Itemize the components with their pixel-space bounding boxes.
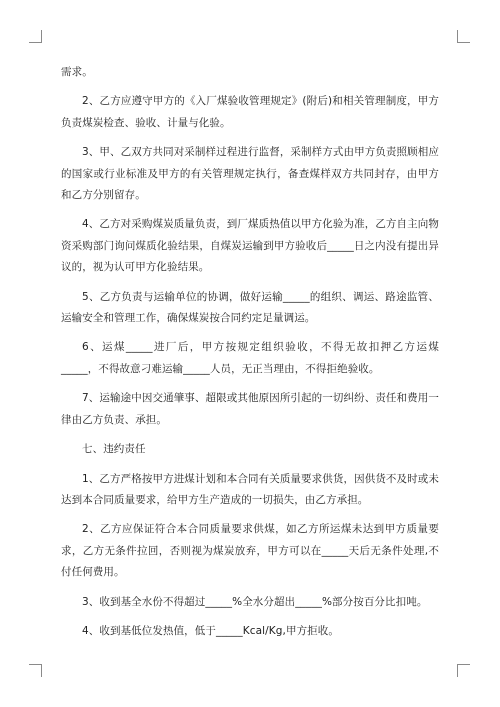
paragraph-clause-7: 7、运输途中因交通肇事、超限或其他原因所引起的一切纠纷、责任和费用一律由乙方负责、承担。 [61, 392, 439, 426]
crop-mark-bottom-right [457, 664, 470, 677]
paragraph-clause-2: 2、乙方应遵守甲方的《入厂煤验收管理规定》(附后)和相关管理制度，甲方负责煤炭检查、验收、计量与化验。 [61, 95, 439, 129]
paragraph-liability-1: 1、乙方严格按甲方进煤计划和本合同有关质量要求供货，因供货不及时或未达到本合同质量要求，给甲方生产造成的一切损失，由乙方承担。 [61, 472, 439, 506]
paragraph-clause-4: 4、乙方对采购煤炭质量负责，到厂煤质热值以甲方化验为准，乙方自主向物资采购部门询问煤质化验结果，自煤炭运输到甲方验收后_____日之内没有提出异议的，视为认可甲方化验结果。 [61, 218, 439, 274]
crop-mark-top-right [457, 30, 470, 43]
paragraph-clause-3: 3、甲、乙双方共同对采制样过程进行监督，采制样方式由甲方负责照顾相应的国家或行业标准及甲方的有关管理规定执行，备查煤样双方共同封存，由甲方和乙方分别留存。 [61, 146, 439, 202]
crop-mark-bottom-left [29, 664, 42, 677]
crop-mark-top-left [29, 30, 42, 43]
paragraph-continuation: 需求。 [61, 66, 93, 78]
paragraph-liability-2: 2、乙方应保证符合本合同质量要求供煤，如乙方所运煤未达到甲方质量要求，乙方无条件拉回，否则视为煤炭放弃，甲方可以在_____天后无条件处理,不付任何费用。 [61, 523, 439, 579]
paragraph-liability-3: 3、收到基全水份不得超过_____%全水分超出_____%部分按百分比扣吨。 [82, 595, 428, 608]
paragraph-clause-6: 6、运煤_____进厂后，甲方按规定组织验收，不得无故扣押乙方运煤_____，不得故意刁难运输_____人员，无正当理由，不得拒绝验收。 [61, 341, 439, 375]
document-body [61, 62, 439, 650]
paragraph-liability-4: 4、收到基低位发热值，低于_____Kcal/Kg,甲方拒收。 [82, 624, 339, 637]
paragraph-clause-5: 5、乙方负责与运输单位的协调，做好运输_____的组织、调运、路途监管、运输安全和管理工作，确保煤炭按合同约定足量调运。 [61, 290, 439, 325]
section-heading-breach-liability: 七、违约责任 [82, 443, 146, 456]
